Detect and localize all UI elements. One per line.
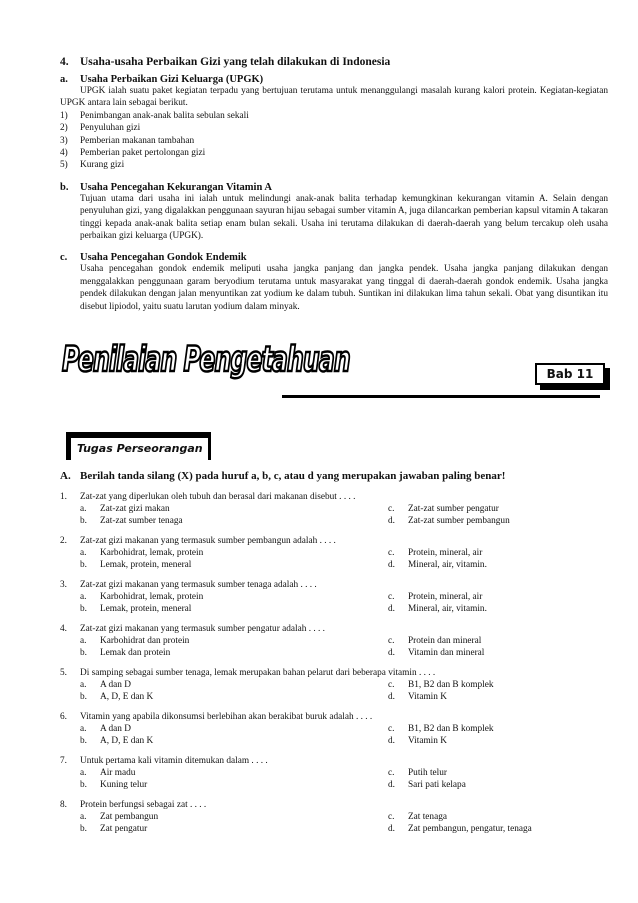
subsection-a-heading: a. Usaha Perbaikan Gizi Keluarga (UPGK): [60, 74, 264, 85]
question-text: 1. Zat-zat yang diperlukan oleh tubuh dan berasal dari makanan disebut . . . .: [60, 492, 356, 502]
option-a[interactable]: Zat-zat gizi makan: [100, 504, 170, 514]
question-options: [60, 679, 608, 703]
chapter-badge: [535, 363, 609, 388]
list-item: 5) Kurang gizi: [60, 160, 125, 171]
option-letter: b.: [80, 560, 87, 570]
option-letter: d.: [388, 516, 395, 526]
question-item: [60, 799, 608, 835]
question-text: 2. Zat-zat gizi makanan yang termasuk sumber pembangun adalah . . . .: [60, 536, 336, 546]
option-letter: b.: [80, 604, 87, 614]
option-a[interactable]: A dan D: [100, 724, 131, 734]
question-options: [60, 635, 608, 659]
option-d[interactable]: Sari pati kelapa: [408, 780, 466, 790]
list-item: 3) Pemberian makanan tambahan: [60, 135, 195, 146]
option-letter: c.: [388, 548, 395, 558]
option-c[interactable]: Zat tenaga: [408, 812, 447, 822]
question-item: [60, 711, 608, 747]
question-options: [60, 547, 608, 571]
option-letter: d.: [388, 692, 395, 702]
upgk-list: [60, 110, 608, 172]
option-letter: b.: [80, 736, 87, 746]
question-options: [60, 503, 608, 527]
chapter-label: Bab 11: [535, 363, 605, 385]
option-d[interactable]: Vitamin K: [408, 736, 447, 746]
question-text: 8. Protein berfungsi sebagai zat . . . .: [60, 800, 207, 810]
option-a[interactable]: Karbohidrat, lemak, protein: [100, 548, 204, 558]
question-text: 3. Zat-zat gizi makanan yang termasuk sumber tenaga adalah . . . .: [60, 580, 317, 590]
option-letter: a.: [80, 592, 87, 602]
option-letter: a.: [80, 680, 87, 690]
question-options: [60, 723, 608, 747]
option-a[interactable]: Air madu: [100, 768, 136, 778]
option-letter: a.: [80, 548, 87, 558]
option-letter: d.: [388, 648, 395, 658]
question-text: 7. Untuk pertama kali vitamin ditemukan dalam . . . .: [60, 756, 268, 766]
option-letter: b.: [80, 780, 87, 790]
option-letter: c.: [388, 592, 395, 602]
banner-underline: [282, 395, 600, 398]
option-c[interactable]: Protein, mineral, air: [408, 592, 483, 602]
question-options: [60, 591, 608, 615]
option-c[interactable]: Putih telur: [408, 768, 447, 778]
option-d[interactable]: Vitamin dan mineral: [408, 648, 485, 658]
option-letter: a.: [80, 636, 87, 646]
subsection-a-paragraph: UPGK ialah suatu paket kegiatan terpadu yang bertujuan terutama untuk menanggulangi masalah kurang kalori protein. Kegiatan-kegiatan UPGK antara lain sebagai berikut.: [60, 86, 608, 109]
option-letter: a.: [80, 812, 87, 822]
option-letter: b.: [80, 824, 87, 834]
list-item: 2) Penyuluhan gizi: [60, 123, 141, 134]
option-d[interactable]: Mineral, air, vitamin.: [408, 604, 487, 614]
option-letter: d.: [388, 736, 395, 746]
option-b[interactable]: Zat-zat sumber tenaga: [100, 516, 183, 526]
option-a[interactable]: Karbohidrat dan protein: [100, 636, 190, 646]
option-c[interactable]: Protein dan mineral: [408, 636, 482, 646]
option-letter: b.: [80, 516, 87, 526]
question-list: [60, 491, 608, 835]
option-letter: c.: [388, 812, 395, 822]
banner-title: Penilaian Pengetahuan: [62, 340, 350, 380]
tugas-label: Tugas Perseorangan: [71, 438, 208, 460]
option-c[interactable]: B1, B2 dan B komplek: [408, 724, 494, 734]
option-b[interactable]: Kuning telur: [100, 780, 148, 790]
option-a[interactable]: Karbohidrat, lemak, protein: [100, 592, 204, 602]
option-letter: c.: [388, 680, 395, 690]
option-letter: a.: [80, 768, 87, 778]
question-item: [60, 535, 608, 571]
option-letter: c.: [388, 768, 395, 778]
option-b[interactable]: Lemak dan protein: [100, 648, 171, 658]
option-letter: b.: [80, 692, 87, 702]
option-a[interactable]: Zat pembangun: [100, 812, 159, 822]
option-b[interactable]: Lemak, protein, meneral: [100, 604, 192, 614]
question-item: [60, 491, 608, 527]
option-d[interactable]: Mineral, air, vitamin.: [408, 560, 487, 570]
option-b[interactable]: A, D, E dan K: [100, 736, 154, 746]
option-c[interactable]: B1, B2 dan B komplek: [408, 680, 494, 690]
option-letter: d.: [388, 604, 395, 614]
section-4-heading: 4. Usaha-usaha Perbaikan Gizi yang telah dilakukan di Indonesia: [60, 56, 391, 68]
list-item: 1) Penimbangan anak-anak balita sebulan sekali: [60, 110, 249, 121]
option-a[interactable]: A dan D: [100, 680, 131, 690]
subsection-b-heading: b. Usaha Pencegahan Kekurangan Vitamin A: [60, 181, 272, 193]
option-d[interactable]: Zat pembangun, pengatur, tenaga: [408, 824, 532, 834]
option-c[interactable]: Zat-zat sumber pengatur: [408, 504, 499, 514]
option-letter: d.: [388, 560, 395, 570]
option-c[interactable]: Protein, mineral, air: [408, 548, 483, 558]
option-b[interactable]: Zat pengatur: [100, 824, 148, 834]
option-letter: b.: [80, 648, 87, 658]
list-item: 4) Pemberian paket pertolongan gizi: [60, 148, 206, 159]
question-item: [60, 667, 608, 703]
option-d[interactable]: Zat-zat sumber pembangun: [408, 516, 510, 526]
question-item: [60, 755, 608, 791]
option-letter: a.: [80, 724, 87, 734]
section-4: [60, 56, 608, 313]
option-letter: d.: [388, 824, 395, 834]
question-item: [60, 579, 608, 615]
option-letter: c.: [388, 724, 395, 734]
chapter-banner: [62, 340, 610, 402]
question-text: 5. Di samping sebagai sumber tenaga, lemak merupakan bahan pelarut dari beberapa vitamin . . . .: [60, 668, 436, 678]
quiz-section: [60, 470, 608, 843]
option-letter: a.: [80, 504, 87, 514]
subsection-c-paragraph: Usaha pencegahan gondok endemik meliputi usaha jangka panjang dan jangka pendek. Usaha jangka panjang dilakukan dengan menggalakkan penggunaan garam beryodium terutama untuk masyarakat yang tinggal di daerah-daerah gondok endemik. Usaha jangka pendek dilakukan dengan jalan menyuntikan zat yodium ke dalam tubuh. Suntikan ini dilakukan lima tahun sekali. Obat yang disuntikan itu disebut lipiodol, yaitu suatu larutan yodium dalam minyak.: [80, 264, 608, 312]
question-text: 6. Vitamin yang apabila dikonsumsi berlebihan akan berakibat buruk adalah . . . .: [60, 712, 373, 722]
option-letter: d.: [388, 780, 395, 790]
subsection-c-heading: c. Usaha Pencegahan Gondok Endemik: [60, 252, 247, 264]
question-item: [60, 623, 608, 659]
option-d[interactable]: Vitamin K: [408, 692, 447, 702]
quiz-instruction: A. Berilah tanda silang (X) pada huruf a, b, c, atau d yang merupakan jawaban paling benar!: [60, 470, 506, 482]
question-text: 4. Zat-zat gizi makanan yang termasuk sumber pengatur adalah . . . .: [60, 624, 325, 634]
tugas-badge: [66, 432, 214, 464]
option-b[interactable]: Lemak, protein, meneral: [100, 560, 192, 570]
question-options: [60, 811, 608, 835]
question-options: [60, 767, 608, 791]
option-letter: c.: [388, 504, 395, 514]
option-letter: c.: [388, 636, 395, 646]
option-b[interactable]: A, D, E dan K: [100, 692, 154, 702]
subsection-b-paragraph: Tujuan utama dari usaha ini ialah untuk melindungi anak-anak balita terhadap kemungkinan kekurangan vitamin A. Selain dengan penyuluhan gizi, yang digalakkan penggunaan sayuran hijau sebagai sumber vitamin A, juga dilancarkan pemberian kapsul vitamin A takaran tinggi kepada anak-anak balita setiap enam bulan sekali. Usaha ini terutama dilakukan di daerah-daerah yang belum tercakup oleh usaha perbaikan gizi keluarga (UPGK).: [80, 193, 608, 242]
